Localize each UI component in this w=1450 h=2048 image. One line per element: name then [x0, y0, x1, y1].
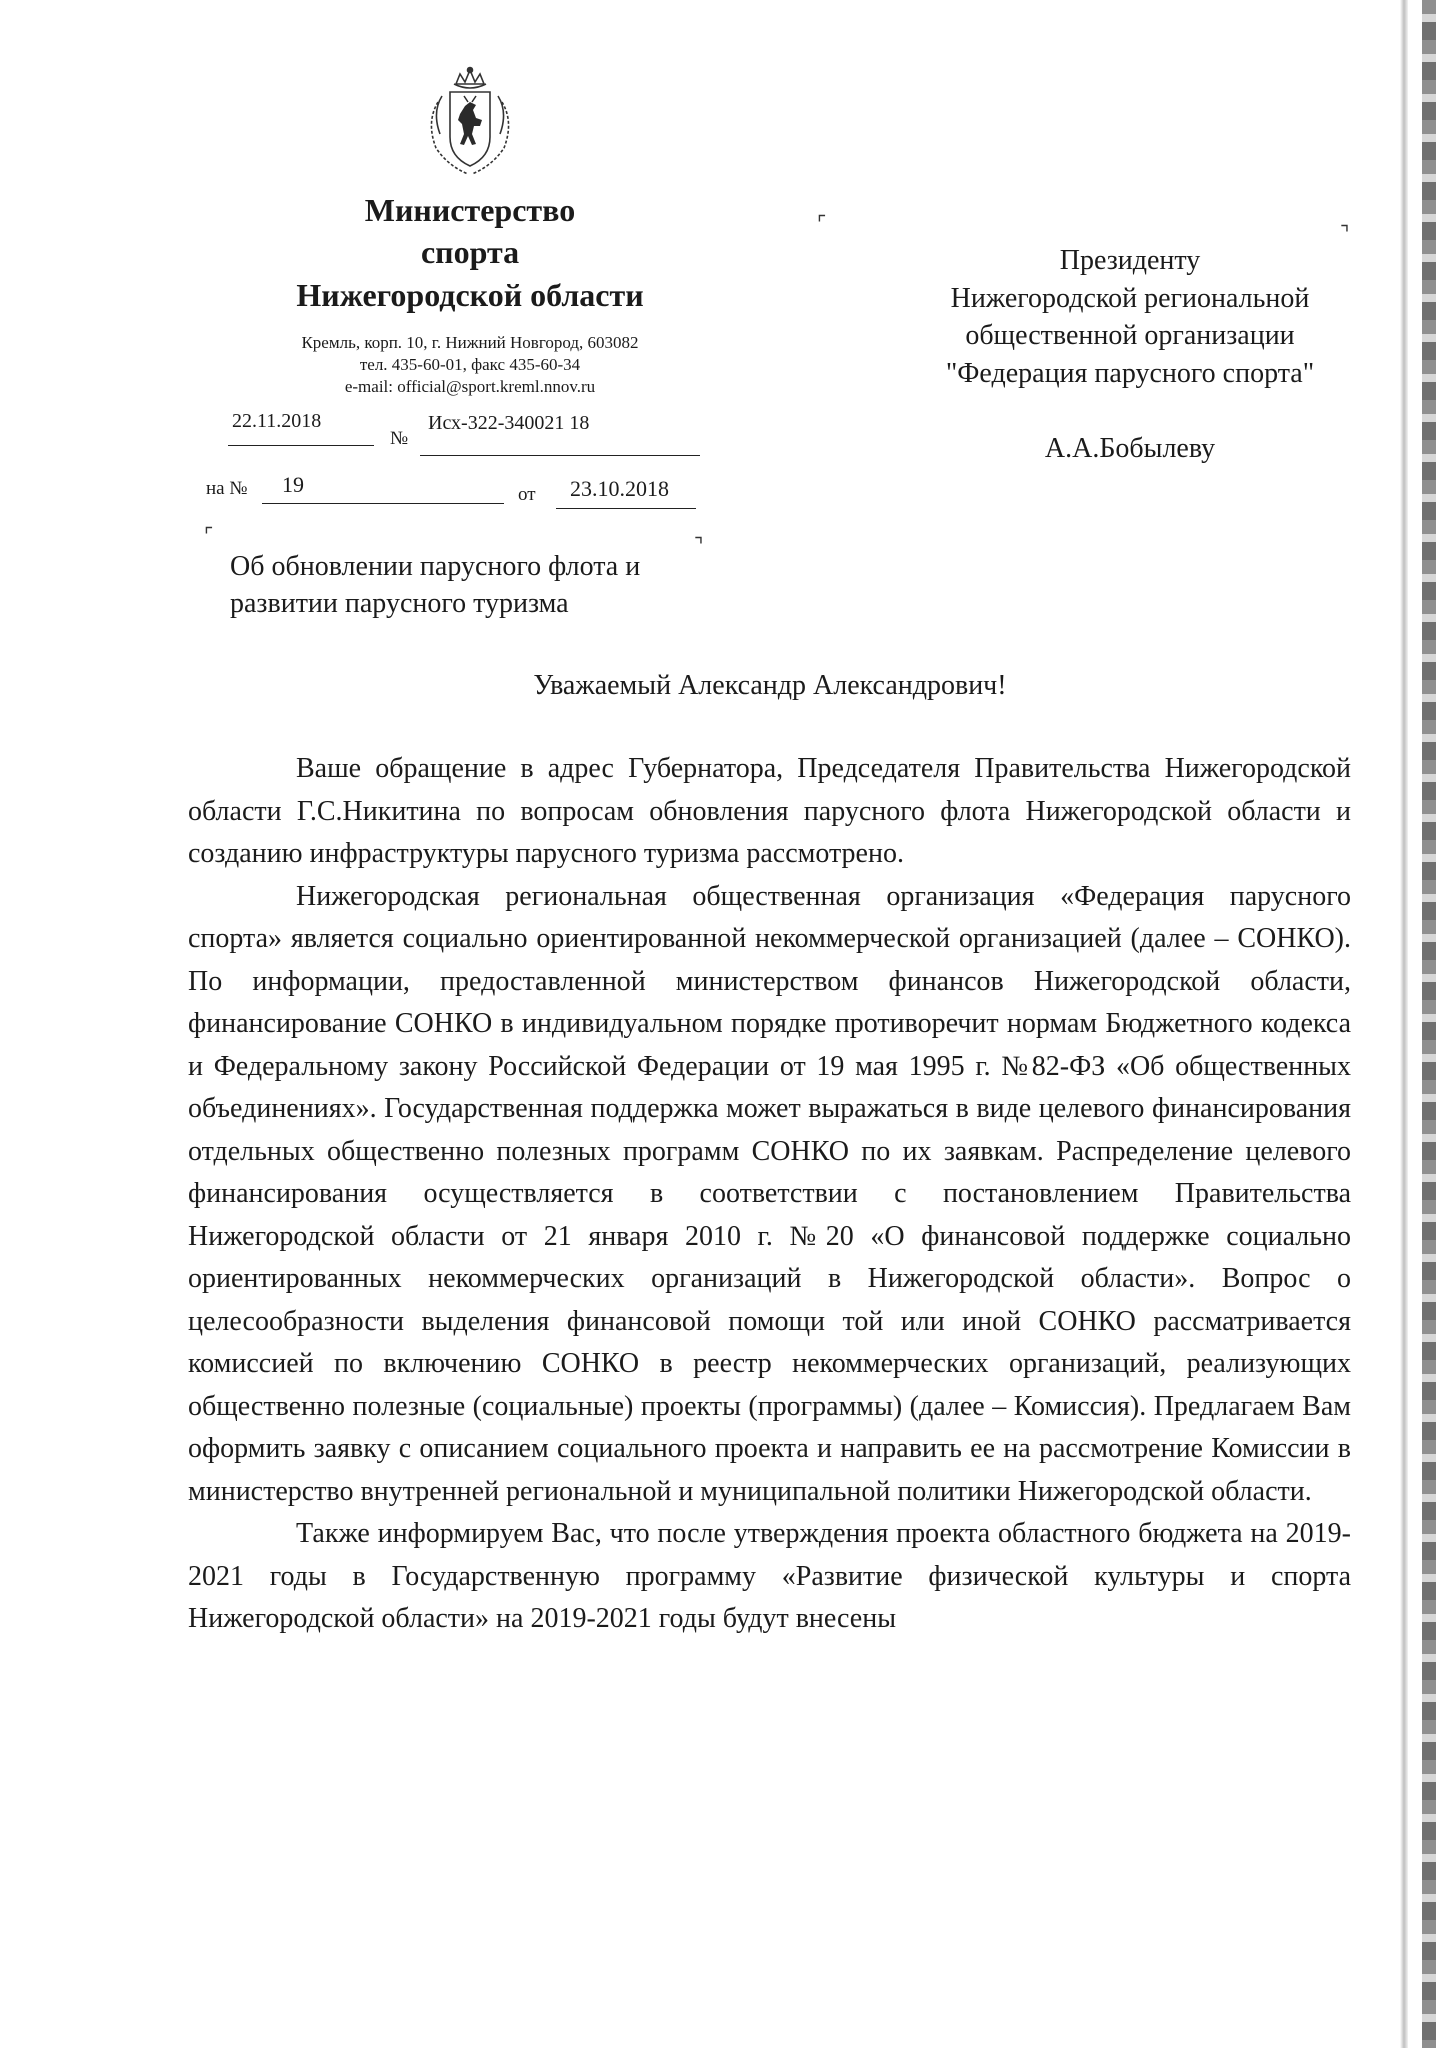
recipient-line2: Нижегородской региональной: [950, 283, 1310, 314]
recipient-corner-left: ⌜: [817, 213, 827, 235]
recipient-line1: Президенту: [1059, 245, 1201, 276]
body-paragraph: Ваше обращение в адрес Губернатора, Председателя Правительства Нижегородской области Г.С.Никитина по вопросам обновления парусного флота Нижегородской области и созданию инфраструктуры парусного туризма рассмотрено.: [188, 753, 1351, 869]
subject-line1: Об обновлении парусного флота и: [230, 551, 641, 582]
outgoing-date-underline: [228, 445, 374, 446]
recipient-corner-right: ⌝: [1340, 223, 1350, 245]
scan-edge-shadow: [1400, 0, 1408, 2048]
outgoing-number-underline: [420, 455, 700, 456]
ministry-address: Кремль, корп. 10, г. Нижний Новгород, 603082: [301, 333, 639, 352]
ministry-name-line2: спорта: [420, 234, 520, 270]
scan-edge-artifact: [1422, 0, 1436, 2048]
ministry-name-line3: Нижегородской области: [296, 277, 644, 313]
ministry-email: e-mail: official@sport.kreml.nnov.ru: [344, 377, 596, 396]
subject-line2: развитии парусного туризма: [230, 588, 569, 619]
subject-corner-right: ⌝: [694, 535, 704, 557]
from-label: от: [518, 484, 536, 505]
subject-block: [230, 548, 640, 622]
ref-number-label: на №: [206, 478, 248, 499]
ministry-name-line1: Министерство: [364, 192, 576, 228]
outgoing-date: 22.11.2018: [232, 410, 322, 432]
recipient-line3: общественной организации: [965, 320, 1295, 351]
ref-date: 23.10.2018: [570, 476, 669, 501]
outgoing-number: Исх-322-340021 18: [428, 412, 590, 434]
letter-body: [188, 748, 1351, 1641]
coat-of-arms-emblem: [410, 62, 530, 182]
recipient-line4: "Федерация парусного спорта": [945, 358, 1315, 389]
greeting: Уважаемый Александр Александрович!: [533, 670, 1007, 701]
recipient-name: А.А.Бобылеву: [1044, 433, 1216, 464]
number-label: №: [390, 428, 409, 449]
ref-number-underline: [262, 503, 504, 504]
subject-corner-left: ⌜: [204, 525, 214, 547]
body-paragraph: Также информируем Вас, что после утверждения проекта областного бюджета на 2019-2021 годы в Государственную программу «Развитие физической культуры и спорта Нижегородской области» на 2019-2021 годы будут внесены: [188, 1518, 1351, 1634]
ref-date-underline: [556, 508, 696, 509]
ministry-phone: тел. 435-60-01, факс 435-60-34: [359, 355, 581, 374]
body-paragraph: Нижегородская региональная общественная организация «Федерация парусного спорта» является социально ориентированной некоммерческой организацией (далее – СОНКО). По информации, предоставленной министерством финансов Нижегородской области, финансирование СОНКО в индивидуальном порядке противоречит нормам Бюджетного кодекса и Федеральному закону Российской Федерации от 19 мая 1995 г. №82-ФЗ «Об общественных объединениях». Государственная поддержка может выражаться в виде целевого финансирования отдельных общественно полезных программ СОНКО по их заявкам. Распределение целевого финансирования осуществляется в соответствии с постановлением Правительства Нижегородской области от 21 января 2010 г. №20 «О финансовой поддержке социально ориентированных некоммерческих организаций в Нижегородской области». Вопрос о целесообразности выделения финансовой помощи той или иной СОНКО рассматривается комиссией по включению СОНКО в реестр некоммерческих организаций, реализующих общественно полезные (социальные) проекты (программы) (далее – Комиссия). Предлагаем Вам оформить заявку с описанием социального проекта и направить ее на рассмотрение Комиссии в министерство внутренней региональной и муниципальной политики Нижегородской области.: [188, 880, 1351, 1507]
ref-number: 19: [282, 472, 304, 497]
